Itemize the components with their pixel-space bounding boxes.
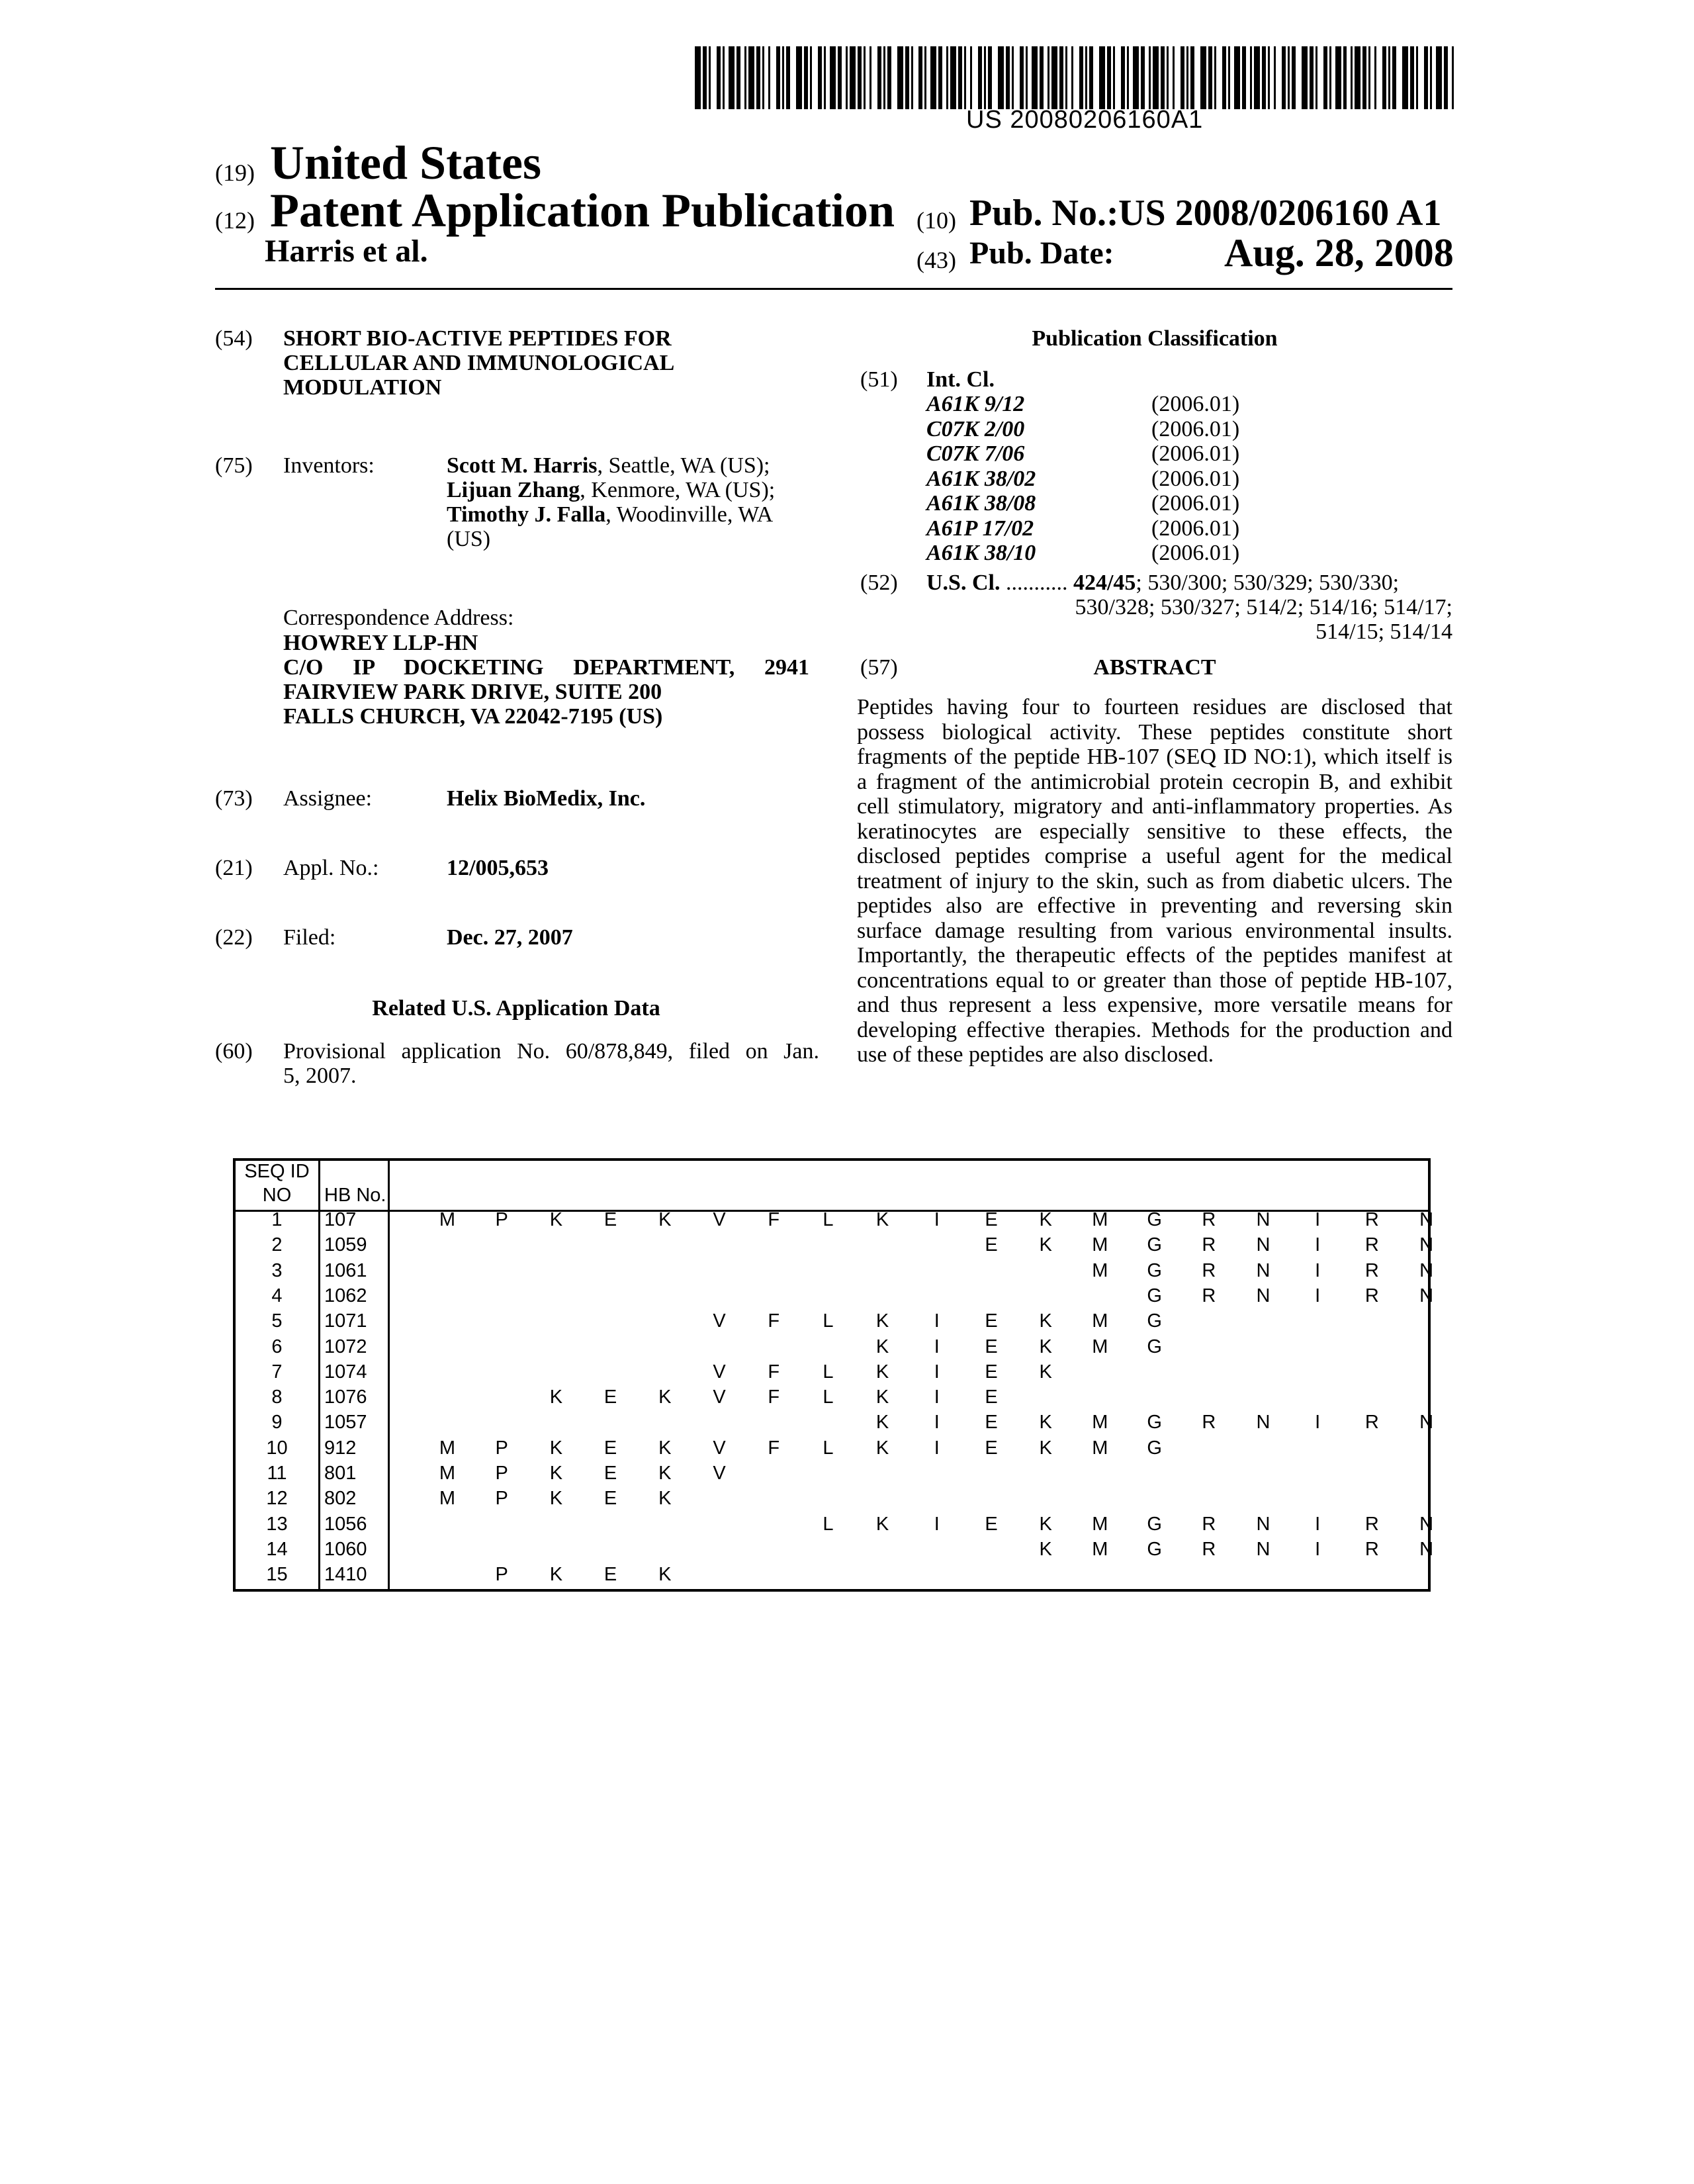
intcl-label: Int. Cl. [926, 367, 995, 392]
table-cell-residue: E [985, 1412, 998, 1433]
header-seq-line-1: SEQ ID [244, 1161, 310, 1182]
filed-value: Dec. 27, 2007 [447, 925, 573, 950]
uscl-line3: 514/15; 514/14 [1315, 619, 1452, 644]
table-cell-hb: 1056 [324, 1513, 367, 1535]
table-cell-residue: G [1147, 1513, 1162, 1535]
provisional-line-1: Provisional application No. 60/878,849, filed on Jan. [283, 1039, 819, 1064]
table-cell-residue: K [658, 1564, 672, 1586]
code-52: (52) [860, 570, 898, 595]
table-cell-residue: F [768, 1387, 780, 1408]
table-cell-seq: 2 [271, 1234, 283, 1256]
code-73: (73) [215, 786, 253, 811]
table-cell-residue: V [713, 1463, 726, 1484]
table-cell-hb: 1057 [324, 1412, 367, 1433]
table-cell-residue: E [603, 1209, 617, 1230]
table-cell-residue: V [713, 1387, 726, 1408]
table-cell-residue: F [768, 1310, 780, 1332]
table-cell-residue: K [549, 1564, 563, 1586]
table-cell-residue: M [1092, 1310, 1108, 1332]
intcl-code: A61K 38/02 [926, 466, 1036, 491]
table-cell-residue: L [823, 1361, 834, 1383]
table-cell-residue: K [875, 1387, 889, 1408]
table-cell-residue: I [934, 1310, 940, 1332]
title [283, 326, 674, 400]
table-cell-residue: E [985, 1361, 998, 1383]
table-cell-residue: E [603, 1463, 617, 1484]
table-cell-residue: F [768, 1361, 780, 1383]
table-cell-residue: K [549, 1209, 563, 1230]
table-cell-residue: V [713, 1361, 726, 1383]
table-cell-residue: M [439, 1488, 456, 1510]
table-cell-residue: N [1256, 1209, 1270, 1230]
table-cell-residue: N [1256, 1259, 1270, 1281]
table-cell-residue: E [985, 1310, 998, 1332]
table-cell-residue: M [1092, 1234, 1108, 1256]
authors: Harris et al. [265, 234, 428, 269]
table-cell-residue: K [658, 1488, 672, 1510]
table-cell-residue: N [1256, 1538, 1270, 1560]
table-cell-residue: I [934, 1361, 940, 1383]
intcl-row [926, 491, 1257, 516]
uscl [926, 570, 1452, 644]
table-cell-hb: 801 [324, 1463, 357, 1484]
intcl-row [926, 541, 1257, 566]
table-cell-residue: R [1364, 1538, 1379, 1560]
table-cell-residue: G [1147, 1285, 1162, 1306]
table-cell-residue: K [875, 1412, 889, 1433]
table-cell-seq: 13 [266, 1513, 288, 1535]
table-cell-residue: K [875, 1336, 889, 1357]
title-line-3: MODULATION [283, 375, 442, 400]
intcl-year: (2006.01) [1151, 516, 1240, 541]
intcl-year: (2006.01) [1151, 541, 1240, 565]
table-cell-residue: K [549, 1488, 563, 1510]
intcl-year: (2006.01) [1151, 441, 1240, 466]
barcode [695, 46, 1456, 109]
pub-type: Patent Application Publication [270, 184, 895, 237]
table-cell-residue: P [495, 1463, 508, 1484]
table-cell-residue: R [1202, 1538, 1216, 1560]
code-54: (54) [215, 326, 253, 351]
table-cell-residue: I [1315, 1259, 1321, 1281]
table-cell-hb: 1410 [324, 1564, 367, 1586]
table-cell-residue: F [768, 1437, 780, 1459]
table-cell-seq: 12 [266, 1488, 288, 1510]
uscl-line1-rest: ; 530/300; 530/329; 530/330; [1136, 570, 1400, 595]
table-cell-residue: K [658, 1437, 672, 1459]
table-cell-residue: E [985, 1387, 998, 1408]
table-cell-residue: E [985, 1234, 998, 1256]
table-cell-hb: 1061 [324, 1259, 367, 1281]
uscl-dots: ........... [1005, 570, 1068, 595]
table-cell-residue: N [1256, 1412, 1270, 1433]
table-cell-residue: V [713, 1209, 726, 1230]
intcl-year: (2006.01) [1151, 491, 1240, 516]
inventor-2-location: , Kenmore, WA (US); [580, 478, 776, 502]
inventor-3-name: Timothy J. Falla [447, 502, 606, 527]
table-cell-seq: 4 [271, 1285, 283, 1306]
table-divider-seq [318, 1161, 320, 1589]
inventor-1-location: , Seattle, WA (US); [597, 453, 770, 478]
table-cell-residue: I [934, 1336, 940, 1357]
table-cell-residue: L [823, 1513, 834, 1535]
table-cell-residue: L [823, 1310, 834, 1332]
table-cell-residue: I [1315, 1513, 1321, 1535]
table-cell-residue: R [1364, 1234, 1379, 1256]
intcl-code: A61K 9/12 [926, 392, 1025, 416]
table-cell-residue: M [1092, 1412, 1108, 1433]
table-cell-residue: K [658, 1387, 672, 1408]
provisional-line-2: 5, 2007. [283, 1064, 357, 1088]
table-cell-residue: E [985, 1437, 998, 1459]
intcl-row [926, 417, 1257, 442]
table-cell-seq: 6 [271, 1336, 283, 1357]
table-cell-residue: L [823, 1387, 834, 1408]
table-cell-residue: R [1202, 1513, 1216, 1535]
title-line-2: CELLULAR AND IMMUNOLOGICAL [283, 351, 675, 375]
uscl-main: 424/45 [1073, 570, 1136, 595]
table-cell-residue: M [439, 1463, 456, 1484]
table-cell-residue: M [439, 1209, 456, 1230]
table-cell-residue: I [1315, 1209, 1321, 1230]
table-cell-residue: G [1147, 1259, 1162, 1281]
code-22: (22) [215, 925, 253, 950]
table-cell-residue: K [1039, 1234, 1052, 1256]
inventors [447, 453, 817, 551]
table-cell-seq: 9 [271, 1412, 283, 1433]
uscl-line2: 530/328; 530/327; 514/2; 514/16; 514/17; [1075, 595, 1452, 619]
inventor-3-location: , Woodinville, WA [605, 502, 774, 527]
table-cell-hb: 1062 [324, 1285, 367, 1306]
table-cell-residue: N [1419, 1234, 1434, 1256]
table-cell-residue: E [603, 1488, 617, 1510]
intcl-row [926, 516, 1257, 541]
intcl-list [926, 392, 1257, 566]
table-cell-residue: R [1202, 1234, 1216, 1256]
code-75: (75) [215, 453, 253, 478]
pub-date-value: Aug. 28, 2008 [1224, 231, 1454, 275]
table-cell-residue: G [1147, 1412, 1162, 1433]
corr-line-3: FAIRVIEW PARK DRIVE, SUITE 200 [283, 680, 662, 704]
correspondence-address [283, 631, 813, 729]
table-cell-residue: M [1092, 1513, 1108, 1535]
table-cell-residue: K [1039, 1336, 1052, 1357]
header-seq-line-2: NO [262, 1185, 292, 1206]
code-12: (12) [215, 207, 255, 234]
table-cell-residue: K [658, 1463, 672, 1484]
inventor-1-name: Scott M. Harris [447, 453, 598, 478]
uscl-label: U.S. Cl. [926, 570, 1001, 595]
table-cell-residue: P [495, 1437, 508, 1459]
code-21: (21) [215, 856, 253, 880]
intcl-code: C07K 2/00 [926, 416, 1025, 441]
assignee-label: Assignee: [283, 786, 373, 811]
intcl-code: A61K 38/08 [926, 491, 1036, 516]
country: United States [270, 136, 541, 189]
table-cell-residue: K [1039, 1538, 1052, 1560]
table-divider-hb [388, 1161, 390, 1589]
table-cell-residue: N [1419, 1285, 1434, 1306]
table-cell-residue: R [1202, 1259, 1216, 1281]
pub-number-under-barcode: US 20080206160A1 [966, 106, 1204, 134]
table-cell-residue: I [1315, 1538, 1321, 1560]
table-cell-residue: R [1364, 1259, 1379, 1281]
corr-line-2: C/O IP DOCKETING DEPARTMENT, 2941 [283, 655, 809, 680]
table-cell-residue: M [439, 1437, 456, 1459]
table-cell-residue: G [1147, 1310, 1162, 1332]
table-cell-hb: 1074 [324, 1361, 367, 1383]
table-cell-residue: K [549, 1463, 563, 1484]
table-cell-residue: G [1147, 1336, 1162, 1357]
table-cell-residue: N [1256, 1285, 1270, 1306]
corr-line-4: FALLS CHURCH, VA 22042-7195 (US) [283, 704, 663, 729]
intcl-year: (2006.01) [1151, 466, 1240, 491]
table-cell-residue: I [934, 1513, 940, 1535]
inventor-2-name: Lijuan Zhang [447, 478, 580, 502]
table-cell-residue: L [823, 1437, 834, 1459]
assignee-value: Helix BioMedix, Inc. [447, 786, 646, 811]
pub-date-label: Pub. Date: [969, 236, 1114, 271]
table-cell-residue: I [934, 1387, 940, 1408]
abstract-heading: ABSTRACT [1093, 655, 1216, 680]
corr-line-1: HOWREY LLP-HN [283, 631, 478, 655]
table-cell-residue: V [713, 1437, 726, 1459]
table-cell-residue: K [549, 1387, 563, 1408]
table-cell-residue: I [1315, 1234, 1321, 1256]
table-cell-seq: 14 [266, 1538, 288, 1560]
table-cell-residue: N [1419, 1209, 1434, 1230]
intcl-code: A61P 17/02 [926, 516, 1034, 541]
intcl-row [926, 467, 1257, 492]
pub-no-label: Pub. No.: [969, 193, 1119, 234]
table-cell-hb: 1059 [324, 1234, 367, 1256]
table-cell-residue: R [1202, 1209, 1216, 1230]
table-cell-hb: 1071 [324, 1310, 367, 1332]
table-cell-residue: G [1147, 1437, 1162, 1459]
table-cell-residue: K [1039, 1437, 1052, 1459]
table-cell-residue: L [823, 1209, 834, 1230]
table-cell-residue: R [1364, 1209, 1379, 1230]
header-rule [215, 288, 1452, 290]
table-cell-residue: P [495, 1564, 508, 1586]
table-cell-hb: 802 [324, 1488, 357, 1510]
table-cell-residue: K [875, 1513, 889, 1535]
table-cell-residue: N [1419, 1412, 1434, 1433]
table-cell-residue: E [603, 1387, 617, 1408]
filed-label: Filed: [283, 925, 336, 950]
table-cell-hb: 912 [324, 1437, 357, 1459]
code-57: (57) [860, 655, 898, 680]
inventors-label: Inventors: [283, 453, 375, 478]
table-cell-residue: K [875, 1361, 889, 1383]
table-cell-seq: 11 [267, 1463, 287, 1484]
pub-no-value: US 2008/0206160 A1 [1118, 193, 1442, 234]
table-cell-residue: G [1147, 1209, 1162, 1230]
correspondence-label: Correspondence Address: [283, 606, 514, 630]
intcl-row [926, 441, 1257, 467]
table-cell-residue: N [1256, 1513, 1270, 1535]
intcl-year: (2006.01) [1151, 392, 1240, 416]
table-cell-seq: 3 [271, 1259, 283, 1281]
table-cell-residue: I [1315, 1285, 1321, 1306]
code-43: (43) [916, 247, 956, 273]
table-cell-hb: 1072 [324, 1336, 367, 1357]
table-cell-residue: R [1364, 1285, 1379, 1306]
table-cell-residue: K [1039, 1209, 1052, 1230]
table-cell-residue: K [1039, 1513, 1052, 1535]
table-cell-residue: K [875, 1209, 889, 1230]
table-cell-seq: 1 [271, 1209, 283, 1230]
sequence-table [233, 1158, 1434, 1592]
table-cell-residue: G [1147, 1538, 1162, 1560]
table-cell-residue: P [495, 1488, 508, 1510]
table-cell-residue: N [1419, 1259, 1434, 1281]
appl-label: Appl. No.: [283, 856, 379, 880]
appl-value: 12/005,653 [447, 856, 549, 880]
table-cell-residue: M [1092, 1538, 1108, 1560]
table-cell-residue: I [934, 1437, 940, 1459]
table-cell-residue: K [1039, 1361, 1052, 1383]
table-cell-residue: I [934, 1412, 940, 1433]
table-cell-residue: N [1419, 1513, 1434, 1535]
table-cell-residue: K [875, 1310, 889, 1332]
table-cell-residue: K [549, 1437, 563, 1459]
table-cell-residue: E [985, 1209, 998, 1230]
table-cell-residue: R [1364, 1412, 1379, 1433]
table-cell-residue: I [934, 1209, 940, 1230]
table-cell-seq: 15 [266, 1564, 288, 1586]
inventor-3-location-cont: (US) [447, 527, 491, 551]
intcl-year: (2006.01) [1151, 416, 1240, 441]
table-cell-residue: N [1256, 1234, 1270, 1256]
classification-heading: Publication Classification [1032, 326, 1278, 351]
table-cell-residue: K [658, 1209, 672, 1230]
table-cell-hb: 1060 [324, 1538, 367, 1560]
table-cell-residue: M [1092, 1437, 1108, 1459]
table-cell-residue: R [1364, 1513, 1379, 1535]
table-cell-seq: 10 [266, 1437, 288, 1459]
table-cell-seq: 7 [271, 1361, 283, 1383]
code-60: (60) [215, 1039, 253, 1064]
table-cell-residue: F [768, 1209, 780, 1230]
table-cell-residue: K [1039, 1412, 1052, 1433]
table-cell-residue: V [713, 1310, 726, 1332]
table-cell-residue: R [1202, 1412, 1216, 1433]
title-line-1: SHORT BIO-ACTIVE PEPTIDES FOR [283, 326, 672, 351]
table-cell-residue: E [985, 1336, 998, 1357]
table-cell-residue: E [985, 1513, 998, 1535]
table-cell-residue: G [1147, 1234, 1162, 1256]
related-heading: Related U.S. Application Data [372, 996, 660, 1021]
table-cell-hb: 1076 [324, 1387, 367, 1408]
table-cell-residue: P [495, 1209, 508, 1230]
table-cell-residue: R [1202, 1285, 1216, 1306]
table-cell-seq: 8 [271, 1387, 283, 1408]
table-cell-residue: I [1315, 1412, 1321, 1433]
intcl-code: C07K 7/06 [926, 441, 1025, 466]
header-hb: HB No. [324, 1185, 386, 1206]
abstract-text: Peptides having four to fourteen residues are disclosed that possess biological activity. These peptides constitute short fragments of the peptide HB-107 (SEQ ID NO:1), which itself is a fragment of the antimicrobial protein cecropin B, and exhibit cell stimulatory, migratory and anti-inflammatory properties. As keratinocytes are especially sensitive to these effects, the disclosed peptides comprise a useful agent for the medical treatment of injury to the skin, such as from diabetic ulcers. The peptides also are effective in preventing and reversing skin surface damage resulting from various environmental insults. Importantly, the therapeutic effects of the peptides manifest at concentrations equal to or greater than those of peptide HB-107, and thus represent a less expensive, more versatile means for developing effective therapies. Methods for the production and use of these peptides are also disclosed. [857, 695, 1452, 1067]
table-cell-hb: 107 [324, 1209, 357, 1230]
table-cell-residue: M [1092, 1336, 1108, 1357]
code-19: (19) [215, 159, 255, 186]
provisional [283, 1039, 819, 1088]
table-cell-residue: M [1092, 1259, 1108, 1281]
table-cell-seq: 5 [271, 1310, 283, 1332]
table-cell-residue: K [875, 1437, 889, 1459]
code-51: (51) [860, 367, 898, 392]
table-cell-residue: M [1092, 1209, 1108, 1230]
intcl-row [926, 392, 1257, 417]
table-cell-residue: E [603, 1437, 617, 1459]
table-cell-residue: N [1419, 1538, 1434, 1560]
table-cell-residue: E [603, 1564, 617, 1586]
code-10: (10) [916, 207, 956, 234]
intcl-code: A61K 38/10 [926, 541, 1036, 565]
table-cell-residue: K [1039, 1310, 1052, 1332]
